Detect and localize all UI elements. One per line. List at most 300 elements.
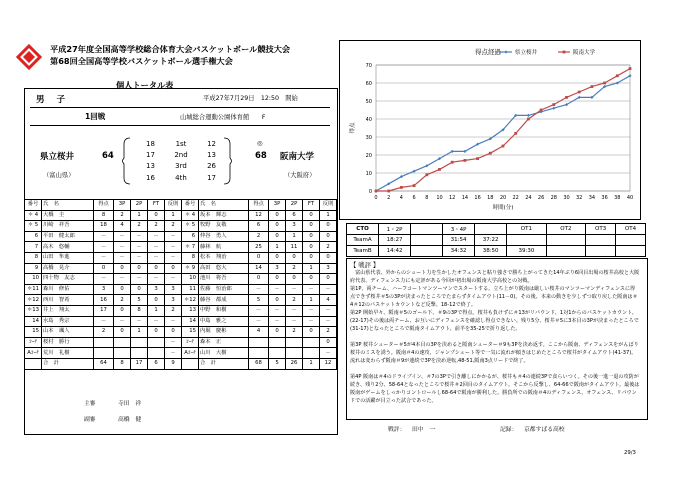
stats-cell: 2 (249, 231, 269, 242)
stats-cell: 9 (25, 263, 42, 274)
stats-cell: 8 (25, 252, 42, 263)
stats-cell: 0 (249, 252, 269, 263)
stats-cell: ｺｰﾁ (25, 337, 42, 348)
stats-cell: － (165, 252, 182, 263)
cto-cell (546, 246, 586, 257)
series-line-0 (376, 76, 630, 191)
stats-cell: 藤谷 都成 (199, 295, 249, 306)
stats-cell (148, 337, 165, 348)
stats-header-cell: 反則 (165, 200, 182, 211)
tournament-title: 平成27年度全国高等学校総合体育大会バスケットボール競技大会 (50, 44, 291, 54)
stats-row (25, 327, 182, 338)
stats-row (182, 348, 337, 359)
stats-cell: ＊13 (25, 305, 42, 316)
legend-label: 阪南大学 (573, 50, 596, 56)
score-chart-svg (340, 41, 640, 219)
stats-cell: － (165, 337, 182, 348)
stats-cell: 1 (286, 231, 303, 242)
stats-cell: － (94, 231, 114, 242)
stats-header-cell: 得点 (249, 200, 269, 211)
stats-cell: － (131, 231, 148, 242)
stats-cell: 池川 将吾 (199, 274, 249, 285)
stats-cell (303, 337, 320, 348)
stats-cell: 仲谷 勇人 (199, 231, 249, 242)
cto-cell: OT4 (616, 224, 646, 235)
stats-cell (114, 337, 131, 348)
stats-row (25, 252, 182, 263)
stats-row (182, 327, 337, 338)
stats-cell: 合 計 (199, 358, 249, 369)
stats-cell: 3 (286, 221, 303, 232)
stats-cell: 1 (303, 263, 320, 274)
q3-left: 13 (146, 162, 155, 171)
umpire-name: 高橋 健 (118, 417, 142, 423)
x-tick-label: 38 (614, 195, 621, 201)
stats-row (25, 305, 182, 316)
stats-row (25, 295, 182, 306)
stats-cell: 8 (131, 305, 148, 316)
x-tick-label: 8 (425, 195, 429, 201)
right-team-stats-table (181, 199, 337, 370)
stats-cell: 14 (249, 263, 269, 274)
stats-cell: 0 (269, 210, 286, 221)
stats-cell (182, 358, 199, 369)
right-team-total: 68 (255, 151, 267, 161)
q1-left: 18 (146, 140, 155, 148)
stats-cell: － (131, 242, 148, 253)
cto-cell: CTO (347, 224, 379, 235)
cto-cell (546, 235, 586, 246)
stats-cell: 山川 大樹 (199, 348, 249, 359)
stats-cell: － (131, 274, 148, 285)
y-tick-label: 20 (365, 153, 372, 159)
x-tick-label: 32 (576, 195, 583, 201)
y-tick-label: 10 (365, 171, 372, 177)
y-tick-label: 40 (365, 117, 372, 123)
stats-cell (269, 348, 286, 359)
stats-cell (286, 337, 303, 348)
stats-cell: 0 (165, 327, 182, 338)
y-tick-label: 50 (365, 99, 372, 105)
stats-cell: 2 (114, 210, 131, 221)
umpire-label: 副審 (84, 417, 96, 423)
cto-cell (586, 235, 616, 246)
stats-cell: － (165, 348, 182, 359)
x-tick-label: 26 (537, 195, 545, 201)
data-point (387, 190, 390, 193)
stats-header-cell: 得点 (94, 200, 114, 211)
score-progression-chart (339, 40, 641, 220)
stats-cell: ＊ 4 (182, 210, 199, 221)
stats-cell: － (114, 231, 131, 242)
stats-cell: 合 計 (42, 358, 94, 369)
stats-cell: 0 (269, 327, 286, 338)
cto-cell: TeamB (347, 246, 379, 257)
stats-cell: － (165, 274, 182, 285)
stats-row (25, 231, 182, 242)
stats-cell: 1 (131, 210, 148, 221)
stats-cell: 水島 秀宗 (42, 316, 94, 327)
stats-cell: 2 (286, 263, 303, 274)
stats-cell: 68 (249, 358, 269, 369)
data-point (375, 190, 378, 193)
stats-cell: － (94, 316, 114, 327)
data-point (451, 161, 454, 164)
y-tick-label: 60 (365, 81, 372, 87)
stats-cell: 10 (25, 274, 42, 285)
stats-cell: 5 (269, 358, 286, 369)
stats-header-row (25, 200, 182, 211)
stats-cell: 8 (94, 210, 114, 221)
stats-header-cell: 3P (269, 200, 286, 211)
summary-paragraph: 第3P 桜井シューター＃5が4本目の3Pを決めると阪南シューター＃9も3Pを決め返す。ここから阪南、ディフェンスをがんばり桜井のミスを誘う。阪南＃4の速攻、ジャンプシュート等で一気に流れが傾きはじめたところで桜井がタイムアウト(41-37)。流れは変わらず阪南＃9が連続で3Pを決め逆転,48-51,阪南3点リードで終了。 (350, 342, 639, 365)
stats-row (182, 252, 337, 263)
stats-cell: 10 (182, 274, 199, 285)
stats-cell (94, 348, 114, 359)
cto-table (346, 223, 646, 257)
winner-mark: ◎ (257, 140, 263, 147)
stats-cell: 4 (320, 295, 337, 306)
stats-cell: 0 (303, 274, 320, 285)
cto-cell (411, 246, 443, 257)
stats-cell: 0 (303, 231, 320, 242)
stats-cell: 17 (131, 358, 148, 369)
stats-cell: 2 (286, 295, 303, 306)
stats-cell: 0 (269, 295, 286, 306)
y-axis-label: 得点 (350, 122, 356, 134)
stats-cell: 0 (114, 305, 131, 316)
stats-cell: － (286, 284, 303, 295)
stats-cell: － (148, 316, 165, 327)
stats-cell: 0 (269, 231, 286, 242)
stats-header-cell: 氏 名 (42, 200, 94, 211)
stats-cell: 0 (114, 327, 131, 338)
stats-cell: ＊ 4 (25, 210, 42, 221)
stats-row (182, 242, 337, 253)
stats-cell: ＊12 (182, 295, 199, 306)
stats-cell: － (148, 242, 165, 253)
writer-name: 田中 一 (412, 427, 436, 433)
stats-cell: 16 (94, 295, 114, 306)
data-point (476, 157, 479, 160)
divider (30, 125, 330, 126)
data-point (514, 132, 517, 135)
stats-cell: 6 (25, 231, 42, 242)
stats-cell: － (320, 305, 337, 316)
stats-cell: － (303, 284, 320, 295)
x-tick-label: 2 (387, 195, 391, 201)
q1-label: 1st (175, 140, 187, 148)
stats-row (182, 210, 337, 221)
stats-cell: 1 (303, 358, 320, 369)
sheet-title: 個人トータル表 (116, 80, 174, 90)
cto-header-row (347, 224, 646, 235)
stats-cell: 2 (165, 221, 182, 232)
association-logo-icon (16, 44, 42, 70)
stats-cell: 0 (131, 284, 148, 295)
stats-cell: 0 (94, 263, 114, 274)
data-point (425, 173, 428, 176)
stats-cell: 0 (286, 252, 303, 263)
x-tick-label: 20 (499, 195, 507, 201)
q3-right: 26 (207, 162, 216, 171)
stats-cell: 14 (182, 316, 199, 327)
stats-cell: 0 (320, 221, 337, 232)
gender-label: 男子 (36, 95, 78, 105)
stats-cell: 0 (114, 284, 131, 295)
recorder-name: 京都すばる高校 (524, 427, 565, 433)
stats-cell: ＊ 5 (25, 221, 42, 232)
stats-cell: 13 (182, 305, 199, 316)
stats-cell (131, 337, 148, 348)
cto-cell (475, 224, 507, 235)
stats-cell: 0 (320, 252, 337, 263)
stats-cell: ＊11 (25, 284, 42, 295)
cto-cell: OT3 (586, 224, 616, 235)
stats-cell: 0 (148, 295, 165, 306)
stats-cell: 11 (182, 284, 199, 295)
stats-cell: 坂本 輝志 (199, 210, 249, 221)
stats-header-cell: 番号 (25, 200, 42, 211)
stats-cell: 0 (249, 274, 269, 285)
stats-header-cell: 番号 (182, 200, 199, 211)
stats-cell: 佐藤 恒治郎 (199, 284, 249, 295)
venue-label: 山城総合運動公園体育館 F (180, 114, 266, 121)
stats-cell: 内堀 慶彬 (199, 327, 249, 338)
stats-cell: － (269, 284, 286, 295)
stats-cell: 森川 修佑 (42, 284, 94, 295)
stats-cell (131, 348, 148, 359)
q4-label: 4th (175, 173, 187, 182)
stats-cell: 松本 翔治 (199, 252, 249, 263)
stats-cell: 井上 翔太 (42, 305, 94, 316)
data-point (438, 168, 441, 171)
stats-cell: ＊ 9 (182, 263, 199, 274)
stats-row (182, 316, 337, 327)
stats-cell: Aｺｰﾁ (25, 348, 42, 359)
stats-cell: － (131, 316, 148, 327)
data-point (578, 91, 581, 94)
summary-paragraph: 富山県代表、外からのシュート力を生かしたオフェンスと粘り強さで勝ち上がってきた14年ぶり6回目出場の桜井高校と大阪府代表、ディフェンス力にも定評がある今回が初出場の阪南大学高校との対戦。 (350, 270, 640, 285)
stats-cell: － (320, 316, 337, 327)
stats-cell: 1 (131, 327, 148, 338)
stats-cell: 川崎 祥吾 (42, 221, 94, 232)
stats-cell: － (249, 316, 269, 327)
stats-cell: 0 (269, 252, 286, 263)
data-point (552, 107, 555, 110)
x-tick-label: 40 (626, 195, 634, 201)
stats-header-cell: 2P (131, 200, 148, 211)
stats-header-cell: FT (148, 200, 165, 211)
cto-cell: OT1 (507, 224, 547, 235)
stats-cell: 0 (148, 263, 165, 274)
x-tick-label: 12 (449, 195, 456, 201)
recorder-label: 記録： (500, 427, 518, 433)
stats-cell: 高橋 晃介 (42, 263, 94, 274)
stats-cell: 0 (320, 231, 337, 242)
q2-left: 17 (146, 151, 155, 160)
stats-cell: 4 (114, 221, 131, 232)
y-tick-label: 0 (368, 189, 372, 195)
stats-header-cell: 3P (114, 200, 131, 211)
data-point (400, 186, 403, 189)
data-point (552, 103, 555, 106)
stats-cell: 3 (148, 284, 165, 295)
stats-row (182, 263, 337, 274)
stats-cell (249, 337, 269, 348)
stats-cell: 四十物 友志 (42, 274, 94, 285)
page-number: 29/3 (624, 450, 636, 456)
stats-cell: 0 (303, 327, 320, 338)
quarter-scores (146, 139, 216, 184)
stats-cell: － (303, 316, 320, 327)
stats-cell: 山田 隼進 (42, 252, 94, 263)
stats-cell: 中野 和樹 (199, 305, 249, 316)
cto-cell: 39:30 (507, 246, 547, 257)
stats-cell: － (148, 274, 165, 285)
stats-row (25, 274, 182, 285)
data-point (616, 74, 619, 77)
stats-cell: － (320, 348, 337, 359)
cto-cell: 3・4P (443, 224, 475, 235)
stats-cell: 大橋 圭 (42, 210, 94, 221)
stats-row (25, 284, 182, 295)
stats-cell: 3 (269, 263, 286, 274)
stats-row (25, 263, 182, 274)
stats-cell: 中島 雅之 (199, 316, 249, 327)
stats-header-cell: 反則 (320, 200, 337, 211)
stats-cell: 牧野 友敬 (199, 221, 249, 232)
stats-cell: 藤林 航 (199, 242, 249, 253)
stats-cell: 26 (286, 358, 303, 369)
x-tick-label: 34 (588, 195, 596, 201)
stats-cell (148, 348, 165, 359)
stats-cell: － (114, 242, 131, 253)
stats-cell: － (165, 231, 182, 242)
q2-right: 13 (207, 151, 216, 160)
x-tick-label: 24 (525, 195, 532, 201)
stats-cell: － (148, 231, 165, 242)
stats-cell: 9 (165, 358, 182, 369)
stats-row (25, 242, 182, 253)
stats-cell: － (320, 284, 337, 295)
data-point (591, 85, 594, 88)
stats-cell: ＊ 5 (182, 221, 199, 232)
stats-cell: － (148, 252, 165, 263)
data-point (413, 184, 416, 187)
stats-cell: 0 (148, 210, 165, 221)
cto-row (347, 246, 646, 257)
stats-cell: 0 (320, 337, 337, 348)
legend-marker (504, 50, 507, 53)
stats-cell: 4 (249, 327, 269, 338)
stats-cell: 2 (165, 305, 182, 316)
stats-cell: 桜村 勝行 (42, 337, 94, 348)
cto-cell: 38:50 (475, 246, 507, 257)
stats-cell: 0 (114, 263, 131, 274)
stats-cell: 15 (25, 327, 42, 338)
stats-cell: 0 (131, 263, 148, 274)
q1-right: 12 (207, 140, 216, 148)
x-tick-label: 28 (550, 195, 557, 201)
stats-cell: － (269, 305, 286, 316)
stats-cell: 1 (148, 305, 165, 316)
stats-header-cell: FT (303, 200, 320, 211)
game-date: 平成27年7月29日 12:50 開始 (203, 95, 298, 102)
stats-row (182, 337, 337, 348)
cto-cell (507, 235, 547, 246)
writer-label: 戦評： (388, 427, 406, 433)
stats-cell: － (249, 284, 269, 295)
stats-row (25, 358, 182, 369)
x-axis-label: 時間(分) (492, 205, 514, 211)
stats-cell: 8 (114, 358, 131, 369)
stats-cell (303, 348, 320, 359)
data-point (527, 118, 530, 121)
summary-paragraph: 第2P 開始早々、阪南＃5のゴール下、＃9の3Pで得点。桜井も負けずに＃13がリバウンド、1対1からのバスケットカウント。(22-17)その後は両チーム、お互いにディフェンスを確認し得点できない。残り5分、桜井＃5に3本目の3Pが決まったところで(31-17)となったところで阪南タイムアウト、前半を35-25で折り返した。 (350, 310, 639, 333)
stats-cell: 2 (320, 242, 337, 253)
x-tick-label: 4 (399, 195, 403, 201)
stats-cell: 0 (303, 242, 320, 253)
stats-cell: 12 (249, 210, 269, 221)
x-tick-label: 10 (436, 195, 443, 201)
stats-row (182, 221, 337, 232)
stats-cell (94, 337, 114, 348)
stats-cell: 高田 悠大 (199, 263, 249, 274)
left-team-name: 県立桜井 (40, 152, 75, 162)
stats-cell: － (249, 305, 269, 316)
stats-cell: 3 (165, 295, 182, 306)
cto-cell (586, 246, 616, 257)
cto-cell (411, 224, 443, 235)
stats-cell: － (114, 316, 131, 327)
cto-row (347, 235, 646, 246)
data-point (565, 96, 568, 99)
cto-cell (616, 246, 646, 257)
stats-cell: 14 (25, 316, 42, 327)
cto-cell: 18:27 (379, 235, 411, 246)
stats-cell: 0 (148, 327, 165, 338)
cto-cell: 31:54 (443, 235, 475, 246)
stats-cell: 11 (286, 242, 303, 253)
stats-cell: － (94, 274, 114, 285)
stats-header-row (182, 200, 337, 211)
stats-cell: 2 (94, 327, 114, 338)
stats-row (182, 305, 337, 316)
stats-row (182, 358, 337, 369)
stats-cell: ＊12 (25, 295, 42, 306)
stats-cell: 1 (165, 210, 182, 221)
cto-cell: 1・2P (379, 224, 411, 235)
x-tick-label: 30 (563, 195, 570, 201)
stats-cell: 64 (94, 358, 114, 369)
stats-cell: 5 (131, 295, 148, 306)
cto-cell: OT2 (546, 224, 586, 235)
data-point (464, 159, 467, 162)
stats-cell: 0 (269, 274, 286, 285)
stats-row (182, 231, 337, 242)
stats-row (182, 295, 337, 306)
data-point (489, 152, 492, 155)
stats-cell: 5 (249, 295, 269, 306)
stats-cell: － (303, 305, 320, 316)
stats-cell: － (94, 252, 114, 263)
chart-title: 得点経過 (475, 48, 501, 56)
data-point (629, 67, 632, 70)
stats-cell (269, 337, 286, 348)
stats-cell: － (286, 305, 303, 316)
referee-name: 寺田 祥 (118, 401, 142, 407)
